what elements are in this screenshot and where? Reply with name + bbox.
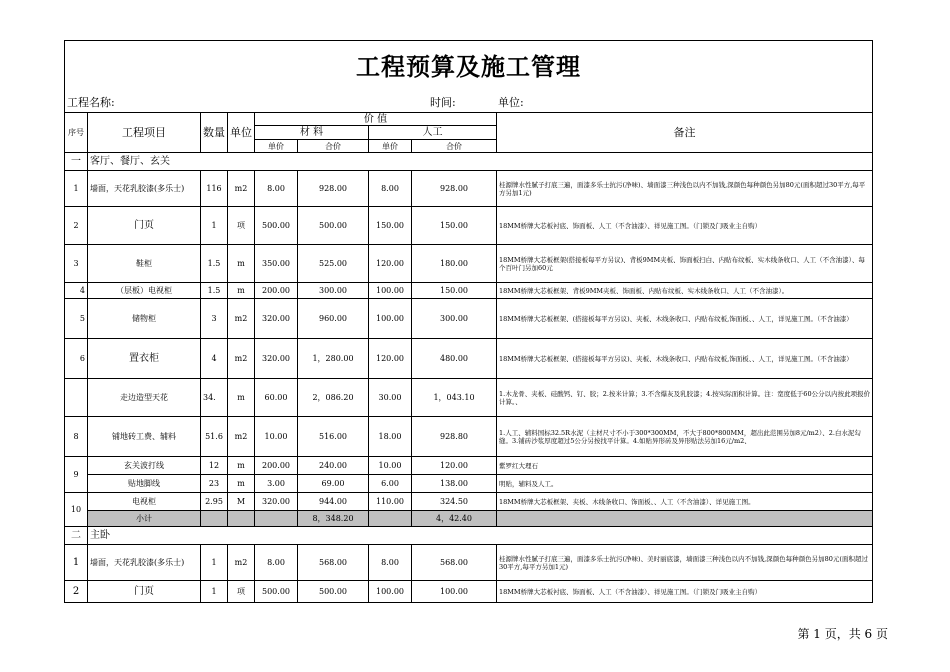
cell-seq (65, 379, 88, 417)
table-row (65, 545, 873, 581)
section-row (65, 527, 873, 545)
header-note: 备注 (497, 113, 873, 153)
cell-labor-price: 120.00 (369, 245, 412, 283)
header-seq: 序号 (65, 113, 88, 153)
cell-item: 鞋柜 (88, 245, 201, 283)
cell-labor-total: 4，42.40 (412, 511, 497, 527)
cell-labor-total: 1，043.10 (412, 379, 497, 417)
section-row (65, 153, 873, 171)
cell-labor-price: 100.00 (369, 299, 412, 339)
table-row (65, 379, 873, 417)
cell-seq: 1 (65, 545, 88, 581)
section-name: 主卧 (88, 527, 873, 545)
cell-item: 小计 (88, 511, 201, 527)
cell-material-price: 10.00 (255, 417, 298, 457)
cell-qty: 23 (201, 475, 228, 493)
table-row (65, 283, 873, 299)
cell-item: 墙面，天花乳胶漆(多乐士) (88, 171, 201, 207)
cell-note: 桂源牌水性腻子打底三遍，面漆多乐士抗污(净味)、墙面漆三种浅色以内不加钱,深颜色每种颜色另加80元(面积超过30平方,每平方另加1元) (497, 171, 873, 207)
cell-item: 铺地砖工费、辅料 (88, 417, 201, 457)
cell-labor-total: 928.00 (412, 171, 497, 207)
header-material-total: 合价 (298, 140, 369, 153)
cell-labor-total: 568.00 (412, 545, 497, 581)
table-row (65, 581, 873, 603)
cell-labor-total: 100.00 (412, 581, 497, 603)
cell-seq: 8 (65, 417, 88, 457)
page-indicator: 第 1 页，共 6 页 (797, 627, 888, 641)
cell-labor-total: 150.00 (412, 207, 497, 245)
table-row (65, 299, 873, 339)
cell-qty: 34. (201, 379, 228, 417)
cell-qty: 116 (201, 171, 228, 207)
cell-item: 置衣柜 (88, 339, 201, 379)
cell-note (497, 511, 873, 527)
cell-labor-total: 480.00 (412, 339, 497, 379)
cell-unit: m2 (228, 299, 255, 339)
cell-seq: 2 (65, 207, 88, 245)
cell-material-total: 944.00 (298, 493, 369, 511)
cell-note: 桂源牌水性腻子打底三遍，面漆多乐士抗污(净味)、美时丽底漆，墙面漆三种浅色以内不加钱,深颜色每种颜色另加80元(面积超过30平方,每平方另加1元) (497, 545, 873, 581)
cell-material-price (255, 511, 298, 527)
cell-unit: 项 (228, 581, 255, 603)
cell-item: 门页 (88, 207, 201, 245)
table-row (65, 171, 873, 207)
subtotal-row (65, 511, 873, 527)
table-row (65, 417, 873, 457)
cell-labor-price: 8.00 (369, 545, 412, 581)
cell-qty: 1 (201, 581, 228, 603)
cell-material-price: 500.00 (255, 207, 298, 245)
header-labor-unit-price: 单价 (369, 140, 412, 153)
table-row (65, 493, 873, 511)
cell-seq: 2 (65, 581, 88, 603)
header-value: 价 值 (255, 113, 497, 126)
cell-unit: 项 (228, 207, 255, 245)
cell-item: 走边造型天花 (88, 379, 201, 417)
cell-labor-price: 30.00 (369, 379, 412, 417)
table-row (65, 245, 873, 283)
page-title: 工程预算及施工管理 (65, 41, 873, 93)
cell-note: 18MM桥牌大芯板框架、背板9MM夹板、饰面板、内贴布纹板、实木线条收口、人工（不含油漆）。 (497, 283, 873, 299)
cell-qty: 12 (201, 457, 228, 475)
cell-qty: 1.5 (201, 245, 228, 283)
cell-qty: 51.6 (201, 417, 228, 457)
cell-qty: 1.5 (201, 283, 228, 299)
cell-seq: 1 (65, 171, 88, 207)
cell-unit: m2 (228, 171, 255, 207)
cell-note: 1.人工、辅料国标32.5R水泥（主材尺寸不小于300*300MM，不大于800*800MM，超出此范围另加8元/m2）、2.白水泥勾缝。3.铺砖沙浆厚度超过5公分另按找平计算。4.如贴异形砖及异形贴法另加16元/m2、 (497, 417, 873, 457)
cell-material-total: 516.00 (298, 417, 369, 457)
cell-material-price: 500.00 (255, 581, 298, 603)
cell-material-total: 300.00 (298, 283, 369, 299)
cell-unit: m2 (228, 339, 255, 379)
cell-unit: m2 (228, 545, 255, 581)
cell-labor-price: 150.00 (369, 207, 412, 245)
cell-qty: 3 (201, 299, 228, 339)
cell-labor-price: 100.00 (369, 283, 412, 299)
table-row (65, 457, 873, 475)
cell-labor-total: 928.80 (412, 417, 497, 457)
cell-unit: M (228, 493, 255, 511)
cell-material-price: 320.00 (255, 299, 298, 339)
cell-material-total: 8，348.20 (298, 511, 369, 527)
table-row (65, 475, 873, 493)
cell-material-total: 1，280.00 (298, 339, 369, 379)
header-labor-total: 合价 (412, 140, 497, 153)
cell-labor-price: 8.00 (369, 171, 412, 207)
cell-qty (201, 511, 228, 527)
project-name-label: 工程名称: (67, 95, 115, 109)
header-qty: 数量 (201, 113, 228, 153)
cell-material-price: 8.00 (255, 545, 298, 581)
time-label: 时间: (430, 95, 456, 109)
cell-labor-price: 18.00 (369, 417, 412, 457)
cell-material-total: 960.00 (298, 299, 369, 339)
cell-item: 贴地脚线 (88, 475, 201, 493)
header-unit: 单位 (228, 113, 255, 153)
cell-material-total: 240.00 (298, 457, 369, 475)
cell-labor-total: 150.00 (412, 283, 497, 299)
cell-labor-price (369, 511, 412, 527)
cell-note: 1.木龙骨、夹板、硅酸钙、钉、胶；2.按米计算；3.不含爆灰及乳胶漆；4.按实际面积计算。注：宽度低于60公分以内按此项报价计算。、 (497, 379, 873, 417)
cell-material-total: 928.00 (298, 171, 369, 207)
section-name: 客厅、餐厅、玄关 (88, 153, 873, 171)
cell-note: 18MM桥牌大芯板框架、夹板、木线条收口、饰面板、、人工（不含油漆）、详见施工图。 (497, 493, 873, 511)
cell-seq: 10 (65, 493, 88, 527)
cell-qty: 2.95 (201, 493, 228, 511)
section-num: 一 (65, 153, 88, 171)
cell-item: 电视柜 (88, 493, 201, 511)
cell-labor-total: 180.00 (412, 245, 497, 283)
cell-labor-total: 324.50 (412, 493, 497, 511)
cell-unit: m (228, 475, 255, 493)
cell-seq: 5 (65, 299, 88, 339)
cell-qty: 1 (201, 545, 228, 581)
cell-material-price: 3.00 (255, 475, 298, 493)
cell-labor-price: 10.00 (369, 457, 412, 475)
cell-labor-price: 100.00 (369, 581, 412, 603)
cell-note: 18MM桥牌大芯板框架(搭接板每平方另议)、背板9MM夹板、饰面板扫白、内贴布纹板、实木线条收口、人工（不含油漆）、每个百叶门另加60元 (497, 245, 873, 283)
table-row (65, 207, 873, 245)
header-item: 工程项目 (88, 113, 201, 153)
cell-labor-price: 6.00 (369, 475, 412, 493)
cell-material-price: 60.00 (255, 379, 298, 417)
cell-material-price: 350.00 (255, 245, 298, 283)
cell-note: 18MM桥牌大芯板衬底、饰面板、人工（不含油漆）、祥见施工图。（门锁及门吸业主自购） (497, 581, 873, 603)
cell-item: 储物柜 (88, 299, 201, 339)
cell-material-total: 500.00 (298, 581, 369, 603)
cell-unit: m (228, 457, 255, 475)
cell-seq: 6 (65, 339, 88, 379)
cell-labor-price: 120.00 (369, 339, 412, 379)
header-material: 材 料 (255, 126, 369, 140)
cell-qty: 4 (201, 339, 228, 379)
cell-seq: 4 (65, 283, 88, 299)
cell-item: （层板）电视柜 (88, 283, 201, 299)
cell-note: 18MM桥牌大芯板衬底、饰面板、人工（不含油漆）、祥见施工图。（门锁及门吸业主自购） (497, 207, 873, 245)
header-labor: 人工 (369, 126, 497, 140)
cell-unit: m (228, 379, 255, 417)
cell-labor-total: 300.00 (412, 299, 497, 339)
cell-labor-total: 120.00 (412, 457, 497, 475)
cell-note: 明贴，辅料及人工。 (497, 475, 873, 493)
cell-note: 18MM桥牌大芯板框架、(搭接板每平方另议)、夹板、木线条收口、内贴布纹板,饰面板、、人工，详见施工图。（不含油漆） (497, 299, 873, 339)
cell-item: 墙面，天花乳胶漆(多乐士) (88, 545, 201, 581)
cell-item: 门页 (88, 581, 201, 603)
cell-qty: 1 (201, 207, 228, 245)
cell-material-price: 8.00 (255, 171, 298, 207)
section-num: 二 (65, 527, 88, 545)
header-material-unit-price: 单价 (255, 140, 298, 153)
cell-material-total: 525.00 (298, 245, 369, 283)
budget-table (64, 40, 873, 603)
cell-material-total: 2，086.20 (298, 379, 369, 417)
unit-label: 单位: (498, 95, 524, 109)
cell-material-total: 69.00 (298, 475, 369, 493)
cell-note: 紫罗红大理石 (497, 457, 873, 475)
cell-labor-total: 138.00 (412, 475, 497, 493)
cell-note: 18MM桥牌大芯板框架、(搭接板每平方另议)、夹板、木线条收口、内贴布纹板,饰面板、、人工，详见施工图。（不含油漆） (497, 339, 873, 379)
cell-unit (228, 511, 255, 527)
cell-unit: m2 (228, 417, 255, 457)
cell-material-price: 200.00 (255, 283, 298, 299)
cell-material-price: 200.00 (255, 457, 298, 475)
budget-sheet (64, 40, 872, 603)
cell-unit: m (228, 283, 255, 299)
cell-seq: 9 (65, 457, 88, 493)
table-row (65, 339, 873, 379)
cell-labor-price: 110.00 (369, 493, 412, 511)
cell-material-total: 500.00 (298, 207, 369, 245)
cell-material-price: 320.00 (255, 493, 298, 511)
cell-material-total: 568.00 (298, 545, 369, 581)
cell-unit: m (228, 245, 255, 283)
cell-material-price: 320.00 (255, 339, 298, 379)
cell-seq: 3 (65, 245, 88, 283)
cell-item: 玄关波打线 (88, 457, 201, 475)
